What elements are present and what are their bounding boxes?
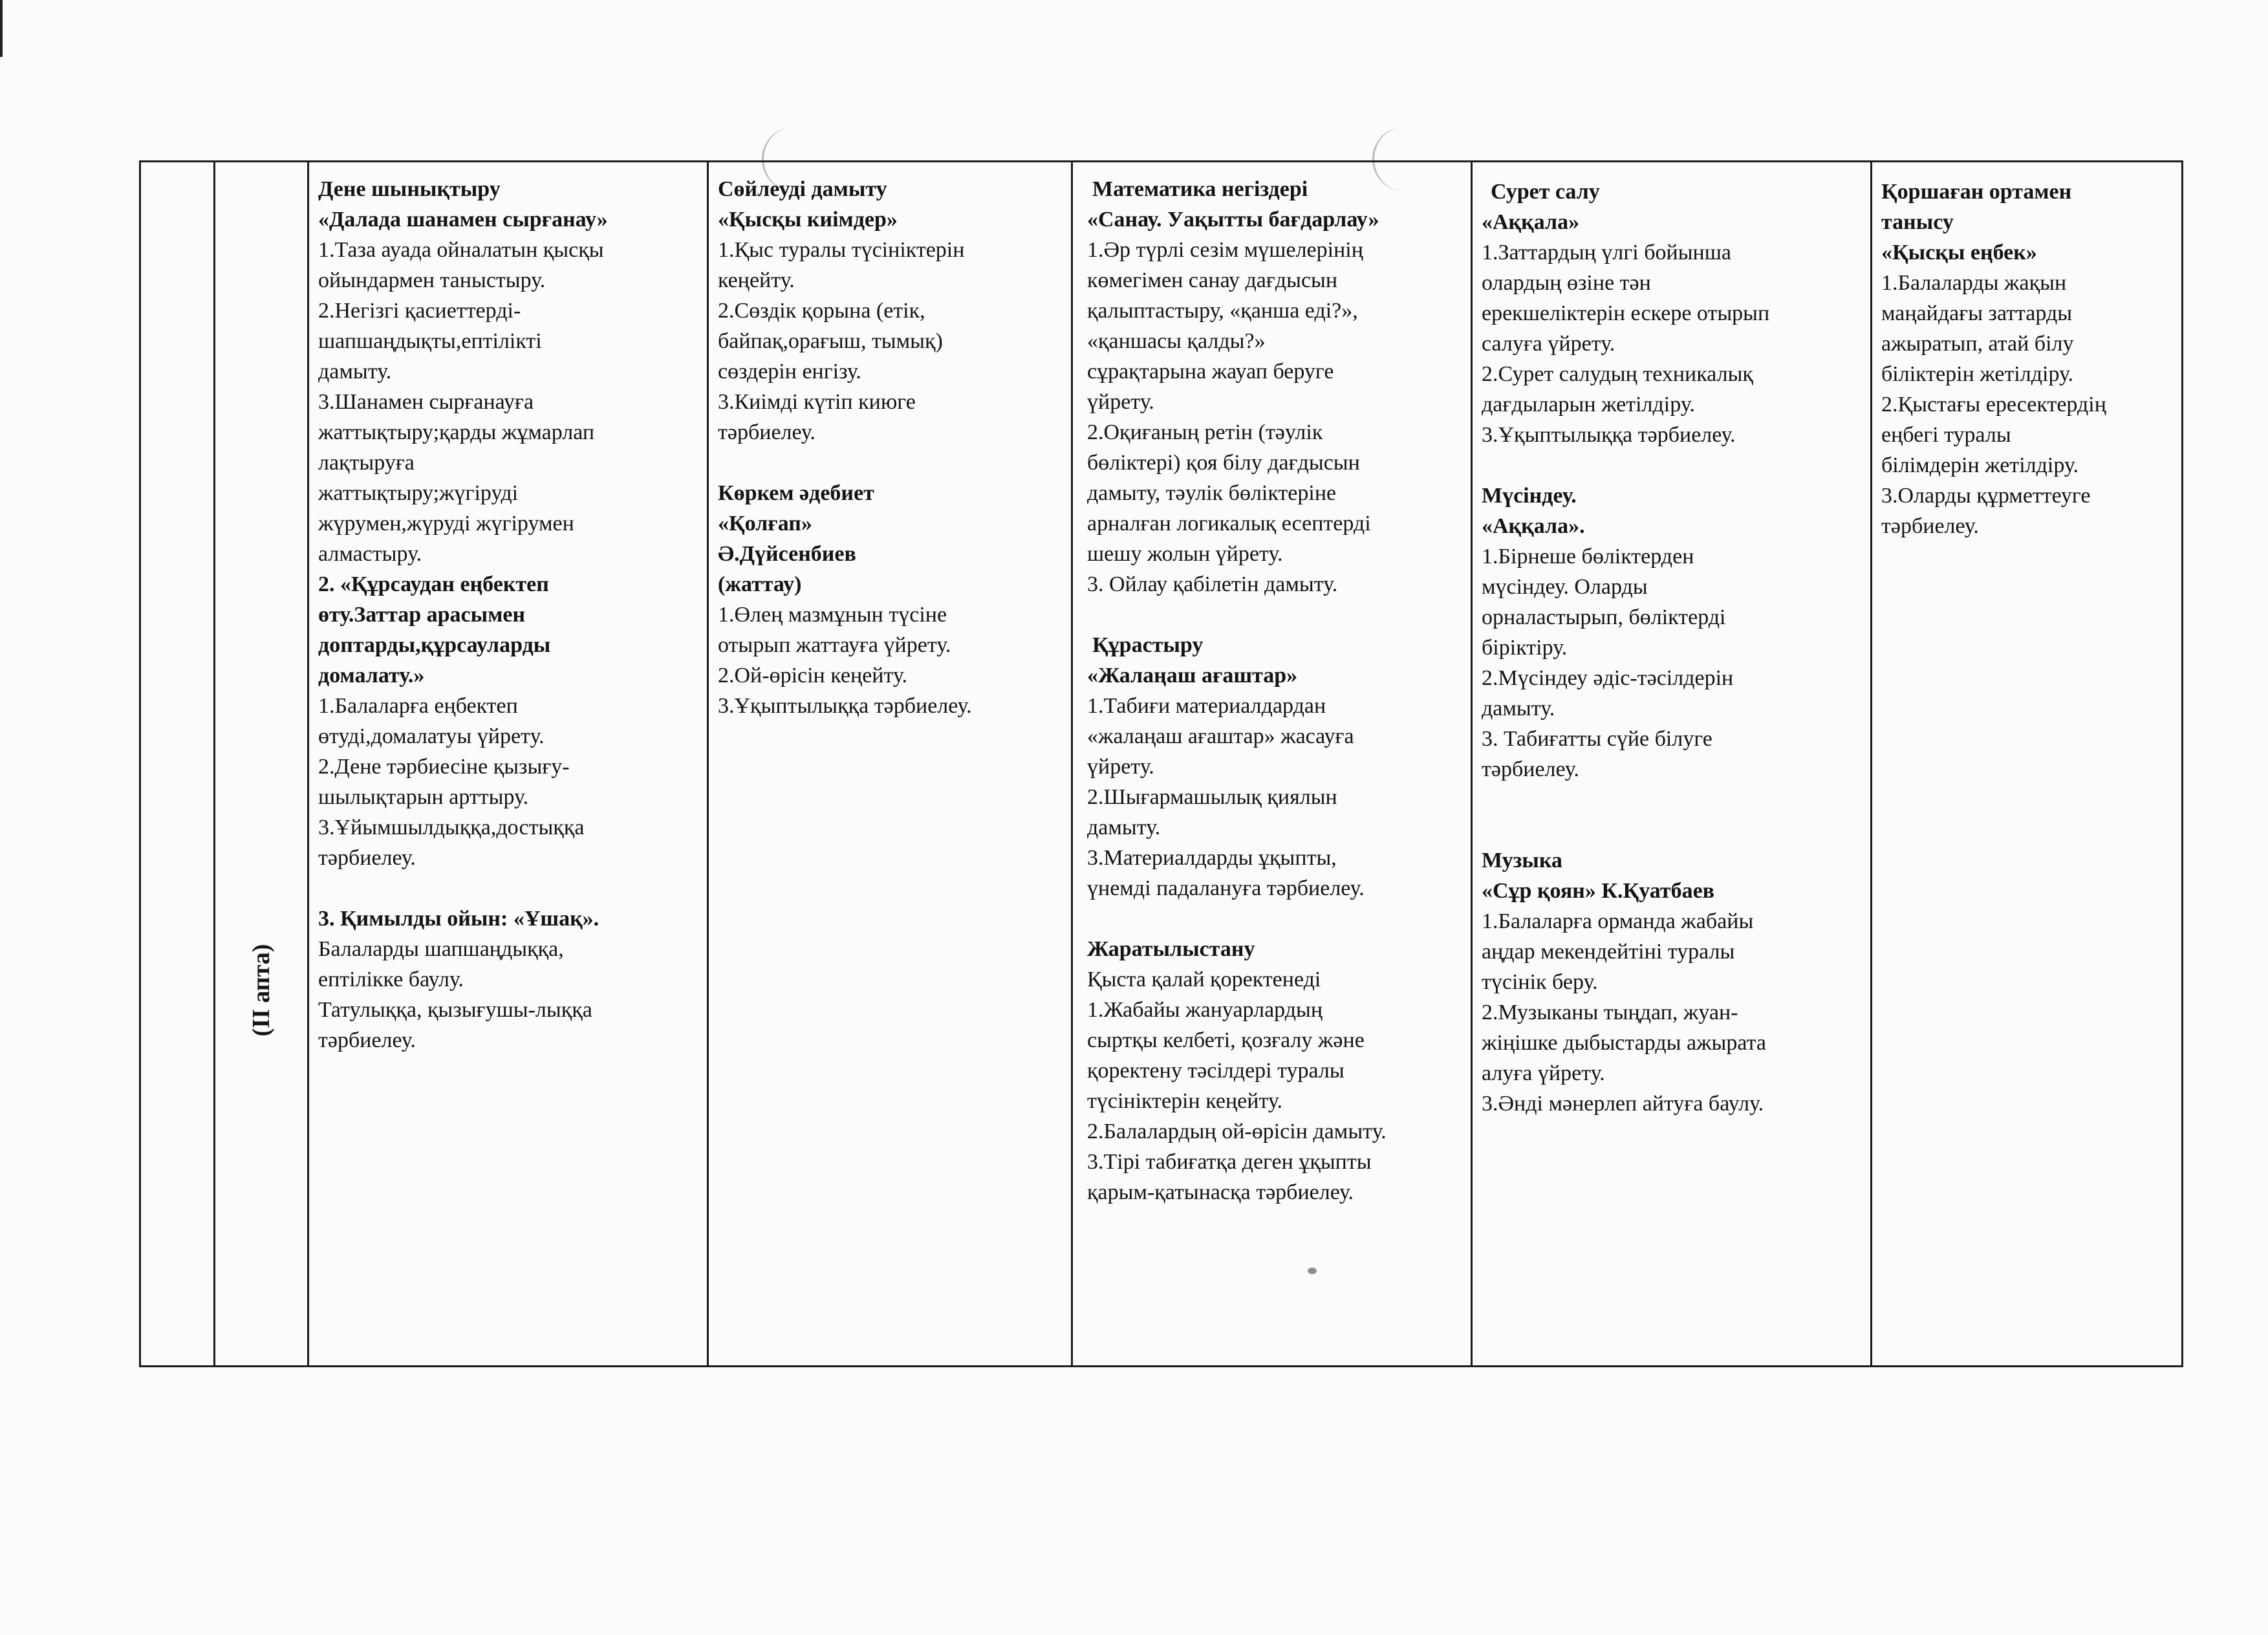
goal-line: 3.Тірі табиғатқа деген ұқыпты <box>1087 1150 1372 1174</box>
goal-line: 3.Оларды құрметтеуге <box>1881 484 2091 508</box>
goal-line: Балаларды шапшаңдыққа, <box>318 937 564 961</box>
goal-line: 2.Музыканы тыңдап, жуан- <box>1482 1001 1738 1024</box>
goal-line: сыртқы келбеті, қозғалу және <box>1087 1028 1365 1052</box>
goal-line: байпақ,орағыш, тымық) <box>718 329 943 353</box>
spacer <box>718 448 1061 478</box>
goal-line: білімдерін жетілдіру. <box>1881 453 2079 477</box>
goal-line: 2.Шығармашылық қиялын <box>1087 785 1337 809</box>
week-cell <box>215 162 308 1367</box>
goal-line: сұрақтарына жауап беруге <box>1087 360 1334 384</box>
goal-line: 3.Шанамен сырғанауға <box>318 390 534 414</box>
goal-line: 2.Мүсіндеу әдіс-тәсілдерін <box>1482 666 1734 690</box>
goal-line: 1.Қыс туралы түсініктерін <box>718 238 965 262</box>
goal-line: көмегімен санау дағдысын <box>1087 268 1338 292</box>
goal-line: өту.Заттар арасымен <box>318 603 526 627</box>
goal-line: үнемді падалануға тәрбиелеу. <box>1087 876 1365 900</box>
goal-line: ептілікке баулу. <box>318 968 464 991</box>
subject-cell-speech-development <box>708 162 1072 1367</box>
lesson-topic: «Сұр қоян» К.Қуатбаев <box>1482 879 1715 903</box>
subject-title: Сөйлеуді дамыту <box>718 177 887 201</box>
lesson-topic: «Қысқы киімдер» <box>718 208 898 232</box>
goal-line: «жалаңаш ағаштар» жасауға <box>1087 724 1354 748</box>
goal-line: 2.Балалардың ой-өрісін дамыту. <box>1087 1120 1387 1143</box>
goal-line: салуға үйрету. <box>1482 332 1615 356</box>
goal-line: ойындармен таныстыру. <box>318 268 546 292</box>
goal-line: жүрумен,жүруді жүгірумен <box>318 512 574 536</box>
goal-line: ерекшеліктерін ескере отырып <box>1482 301 1770 325</box>
goal-line: қалыптастыру, «қанша еді?», <box>1087 299 1358 323</box>
table-row <box>140 162 2183 1367</box>
goal-line: 2.Қыстағы ересектердің <box>1881 393 2106 417</box>
goal-line: дамыту. <box>318 360 392 384</box>
goal-line: домалату.» <box>318 664 425 688</box>
subject-cell-physical-education <box>308 162 708 1367</box>
goal-line: алмастыру. <box>318 542 422 566</box>
lesson-goals <box>318 235 697 1056</box>
goal-line: түсінік беру. <box>1482 970 1598 994</box>
lesson-goals <box>1482 906 1860 1119</box>
goal-line: біріктіру. <box>1482 636 1568 660</box>
subject-heading: Музыка <box>1482 849 1562 872</box>
goal-line: дамыту, тәулік бөліктеріне <box>1087 481 1337 505</box>
subject-title: Сурет салу <box>1491 180 1600 204</box>
goal-line: үйрету. <box>1087 390 1154 414</box>
goal-line: 1.Жабайы жануарлардың <box>1087 998 1323 1022</box>
empty-cell <box>140 162 215 1367</box>
goal-line: 1.Балаларға еңбектеп <box>318 694 518 718</box>
lesson-topic: «Қолғап» Ә.Дүйсенбиев (жаттау) <box>718 512 856 596</box>
goal-line: 1.Әр түрлі сезім мүшелерінің <box>1087 238 1363 262</box>
goal-line: түсініктерін кеңейту. <box>1087 1089 1282 1113</box>
goal-line: кеңейту. <box>718 268 795 292</box>
week-label: (ІІ апта) <box>248 944 275 1037</box>
spacer <box>1087 600 1460 630</box>
spacer <box>1482 785 1860 815</box>
goal-line: алуға үйрету. <box>1482 1061 1605 1085</box>
goal-line: 1.Өлең мазмұнын түсіне <box>718 603 947 627</box>
goal-line: 2.Сөздік қорына (етік, <box>718 299 925 323</box>
goal-line: маңайдағы заттарды <box>1881 301 2073 325</box>
goal-line: лақтыруға <box>318 451 415 475</box>
goal-line: 3.Әнді мәнерлеп айтуға баулу. <box>1482 1092 1764 1116</box>
goal-line: еңбегі туралы <box>1881 423 2011 447</box>
goal-line: дамыту. <box>1087 816 1161 839</box>
goal-line: 3.Киімді күтіп киюге <box>718 390 916 414</box>
goal-line: бөліктері) қоя білу дағдысын <box>1087 451 1360 475</box>
lesson-topic: «Аққала». <box>1482 514 1585 538</box>
goal-line: өтуді,домалатуы үйрету. <box>318 724 545 748</box>
lesson-topic: «Далада шанамен сырғанау» <box>318 208 608 232</box>
lesson-goals <box>1087 235 1460 630</box>
goal-line: 1.Табиғи материалдардан <box>1087 694 1326 718</box>
goal-line: 1.Таза ауада ойналатын қысқы <box>318 238 604 262</box>
goal-line: 2.Ой-өрісін кеңейту. <box>718 664 908 688</box>
goal-line: 3.Ұқыптылыққа тәрбиелеу. <box>1482 423 1736 447</box>
goal-line: 2.Оқиғаның ретін (тәулік <box>1087 420 1323 444</box>
goal-line: тәрбиелеу. <box>318 846 416 870</box>
goal-line: мүсіндеу. Оларды <box>1482 575 1648 599</box>
goal-line: 3. Ойлау қабілетін дамыту. <box>1087 572 1338 596</box>
goal-line: доптарды,құрсауларды <box>318 633 551 657</box>
goal-line: орналастырып, бөліктерді <box>1482 605 1726 629</box>
goal-line: олардың өзіне тән <box>1482 271 1651 295</box>
spacer <box>1087 904 1460 934</box>
lesson-goals <box>1881 268 2171 541</box>
goal-line: 3. Қимылды ойын: «Ұшақ». <box>318 907 599 931</box>
goal-line: сөздерін енгізу. <box>718 360 861 384</box>
goal-line: отырып жаттауға үйрету. <box>718 633 951 657</box>
goal-line: қоректену тәсілдері туралы <box>1087 1059 1345 1083</box>
lesson-topic: «Жалаңаш ағаштар» <box>1087 664 1298 688</box>
goal-line: тәрбиелеу. <box>1881 514 1979 538</box>
goal-line: қарым-қатынасқа тәрбиелеу. <box>1087 1180 1354 1204</box>
goal-line: дағдыларын жетілдіру. <box>1482 393 1695 417</box>
lesson-goals <box>1087 995 1460 1207</box>
goal-line: жаттықтыру;жүгіруді <box>318 481 519 505</box>
goal-line: тәрбиелеу. <box>718 420 815 444</box>
goal-line: 1.Заттардың үлгі бойынша <box>1482 241 1732 265</box>
goal-line: тәрбиелеу. <box>1482 757 1579 781</box>
goal-line: ажыратып, атай білу <box>1881 332 2074 356</box>
lesson-topic: «Қысқы еңбек» <box>1881 241 2037 265</box>
goal-line: жаттықтыру;қарды жұмарлап <box>318 420 595 444</box>
subject-heading: Жаратылыстану <box>1087 937 1255 961</box>
goal-line: аңдар мекендейтіні туралы <box>1482 940 1735 964</box>
goal-line: 2.Негізгі қасиеттерді- <box>318 299 521 323</box>
subject-heading: Құрастыру <box>1092 633 1204 657</box>
spacer <box>318 873 697 904</box>
subject-heading: Мүсіндеу. <box>1482 484 1577 508</box>
lesson-topic: «Санау. Уақытты бағдарлау» <box>1087 208 1379 232</box>
goal-line: 1.Балаларды жақын <box>1881 271 2067 295</box>
subject-heading: Көркем әдебиет <box>718 481 874 505</box>
goal-line: 1.Балаларға орманда жабайы <box>1482 909 1754 933</box>
lesson-goals <box>718 600 1061 721</box>
goal-line: 3.Ұқыптылыққа тәрбиелеу. <box>718 694 972 718</box>
goal-line: жіңішке дыбыстарды ажырата <box>1482 1031 1766 1055</box>
goal-line: біліктерін жетілдіру. <box>1881 362 2074 386</box>
subject-title: Дене шынықтыру <box>318 177 501 201</box>
subject-cell-mathematics <box>1072 162 1472 1367</box>
lesson-goals <box>1482 237 1860 481</box>
goal-line: Татулыққа, қызығушы-лыққа <box>318 998 592 1022</box>
spacer <box>1482 450 1860 481</box>
goal-line: 1.Бірнеше бөліктерден <box>1482 545 1694 568</box>
subject-title: Қоршаған ортамен танысу <box>1881 180 2072 234</box>
subject-cell-environment <box>1872 162 2183 1367</box>
goal-line: 2.Дене тәрбиесіне қызығу- <box>318 755 570 779</box>
goal-line: «қаншасы қалды?» <box>1087 329 1266 353</box>
goal-line: 3.Материалдарды ұқыпты, <box>1087 846 1337 870</box>
lesson-goals <box>718 235 1061 478</box>
subject-cell-drawing <box>1472 162 1872 1367</box>
lesson-goals <box>1087 691 1460 934</box>
goal-line: 2.Сурет салудың техникалық <box>1482 362 1753 386</box>
scan-border-mark <box>0 0 3 57</box>
goal-line: шылықтарын арттыру. <box>318 785 529 809</box>
lesson-plan-table <box>139 160 2183 1367</box>
goal-line: шапшаңдықты,ептілікті <box>318 329 542 353</box>
goal-line: тәрбиелеу. <box>318 1028 416 1052</box>
goal-line: дамыту. <box>1482 697 1555 720</box>
lesson-topic: Қыста қалай қоректенеді <box>1087 968 1321 991</box>
subject-title: Математика негіздері <box>1092 177 1308 201</box>
goal-line: 3. Табиғатты сүйе білуге <box>1482 727 1712 751</box>
lesson-goals <box>1482 541 1860 845</box>
goal-line: 2. «Құрсаудан еңбектеп <box>318 572 549 596</box>
goal-line: 3.Ұйымшылдыққа,достыққа <box>318 816 585 839</box>
goal-line: арналған логикалық есептерді <box>1087 512 1371 536</box>
lesson-topic: «Аққала» <box>1482 210 1580 234</box>
goal-line: үйрету. <box>1087 755 1154 779</box>
spacer <box>1482 815 1860 845</box>
goal-line: шешу жолын үйрету. <box>1087 542 1283 566</box>
